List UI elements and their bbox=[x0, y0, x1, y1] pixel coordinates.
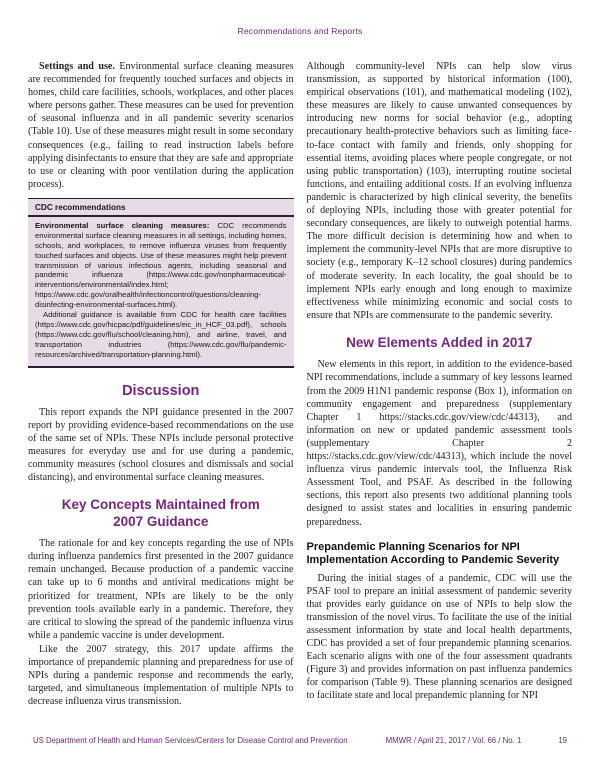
two-column-layout bbox=[0, 36, 600, 709]
settings-and-use-lead: Settings and use. bbox=[39, 61, 115, 72]
cdc-recommendations-box bbox=[28, 198, 294, 368]
cdc-box-lead: Environmental surface cleaning measures: bbox=[35, 220, 210, 230]
cdc-box-paragraph-2: Additional guidance is available from CDC for health care facilities (https://www.cdc.gov/hicpac/pdf/guidelines/eic_in_HCF_03.pdf), schools (https://www.cdc.gov/flu/school/cleaning.htm), and airline, travel, and transportation industries (https://www.cdc.gov/flu/pandemic-resources/archived/transportation-planning.html). bbox=[35, 310, 287, 359]
footer-page-number: 19 bbox=[558, 736, 567, 745]
running-head: Recommendations and Reports bbox=[237, 26, 363, 36]
cdc-box-text: CDC recommends environmental surface cleaning measures in all settings, including homes, schools, and workplaces, to remove influenza viruses from frequently touched surfaces and objects. Use of these measures might help prevent transmission of various infectious agents, including seasonal and pandemic influenza (https://www.cdc.gov/nonpharmaceutical-interventions/environmental/index.html; https://www.cdc.gov/oralhealth/infectioncontrol/questions/cleaning-disinfecting-environmental-surfaces.html). bbox=[35, 220, 287, 310]
prepandemic-planning-heading: Prepandemic Planning Scenarios for NPI Implementation According to Pandemic Severity bbox=[306, 540, 560, 567]
new-elements-heading: New Elements Added in 2017 bbox=[346, 334, 533, 350]
new-elements-paragraph: New elements in this report, in addition to the evidence-based NPI recommendations, include a summary of key lessons learned from the 2009 H1N1 pandemic response (Box 1), information on community engagement and preparedness (supplementary Chapter 1 https://stacks.cdc.gov/view/cdc/44313), and information on new or updated pandemic assessment tools (supplementary Chapter 2 https://stacks.cdc.gov/view/cdc/44313), which include the novel influenza virus pandemic intervals tool, the Influenza Risk Assessment Tool, and PSAF. As described in the following sections, this report also presents two additional planning tools designed to assist states and localities in ensuring pandemic preparedness. bbox=[306, 359, 572, 528]
prepandemic-planning-paragraph: During the initial stages of a pandemic, CDC will use the PSAF tool to prepare an initial assessment of pandemic severity that provides early guidance on use of NPIs to help slow the transmission of the novel virus. To facilitate the use of the initial assessment information by state and local health departments, CDC has provided a set of four prepandemic planning scenarios. Each scenario aligns with one of the four assessment quadrants (Figure 3) and provides information on past influenza pandemics for comparison (Table 9). These planning scenarios are designed to facilitate state and local prepandemic planning for NPI bbox=[306, 572, 572, 702]
discussion-paragraph: This report expands the NPI guidance presented in the 2007 report by providing evidence-based recommendations on the use of the same set of NPIs. These NPIs include personal protective measures for everyday use and for use during a pandemic, community measures (school closures and dismissals and social distancing), and environmental surface cleaning measures. bbox=[28, 406, 294, 484]
cdc-box-paragraph-1 bbox=[35, 221, 287, 310]
cdc-box-body bbox=[28, 217, 294, 366]
key-concepts-paragraph-1: The rationale for and key concepts regarding the use of NPIs during influenza pandemics first presented in the 2007 guidance remain unchanged. Because production of a pandemic vaccine can take up to 6 months and antiviral medications might be prioritized for treatment, NPIs are likely to be the only prevention tools available early in a pandemic. Therefore, they are critical to slowing the spread of the pandemic influenza virus while a pandemic vaccine is under development. bbox=[28, 538, 294, 641]
key-concepts-paragraph-2: Like the 2007 strategy, this 2017 update affirms the importance of prepandemic planning and preparedness for use of NPIs during a pandemic response and recommends the early, targeted, and simultaneous implementation of multiple NPIs to decrease influenza virus transmission. bbox=[28, 643, 294, 708]
right-column bbox=[307, 60, 573, 709]
cdc-box-title: CDC recommendations bbox=[35, 202, 126, 212]
community-npi-paragraph: Although community-level NPIs can help slow virus transmission, as supported by historical information (100), empirical observations (101), and mathematical modeling (102), these measures are likely to cause unwanted consequences by introducing new norms for social behavior (e.g., adopting precautionary health-protective behaviors such as limiting face-to-face contact with family and friends, only shopping for essential items, avoiding places where people congregate, or not using public transportation) (103), interrupting routine societal functions, and entailing additional costs. If an evolving influenza pandemic is characterized by high clinical severity, the benefits of deploying NPIs, including those with greater potential for secondary consequences, are likely to outweigh potential harms. The more difficult decision is determining how and when to implement the community-level NPIs that are more disruptive to society (e.g., temporary K–12 school closures) during pandemics of moderate severity. In each locality, the goal should be to implement NPIs early enough and long enough to maximize effectiveness while minimizing economic and social costs to ensure that NPIs are commensurate to the pandemic severity. bbox=[306, 61, 572, 321]
discussion-heading: Discussion bbox=[122, 382, 200, 399]
settings-and-use-paragraph bbox=[28, 60, 294, 191]
left-column bbox=[28, 60, 294, 709]
settings-and-use-body: Environmental surface cleaning measures are recommended for frequently touched surfaces and objects in homes, child care facilities, schools, workplaces, and other places where persons gather. These measures can be used for prevention of seasonal influenza and in all pandemic severity scenarios (Table 10). Use of these measures might result in some secondary consequences (e.g., failing to read instruction labels before applying disinfectants to ensure that they are safe and appropriate to use or cleaning with poor ventilation during the application process). bbox=[28, 61, 294, 190]
key-concepts-heading: Key Concepts Maintained from 2007 Guidance bbox=[61, 497, 260, 529]
footer-journal-citation: MMWR / April 21, 2017 / Vol. 66 / No. 1 bbox=[385, 736, 522, 745]
page-footer bbox=[33, 736, 567, 745]
footer-department: US Department of Health and Human Services/Centers for Disease Control and Prevention bbox=[33, 736, 348, 745]
